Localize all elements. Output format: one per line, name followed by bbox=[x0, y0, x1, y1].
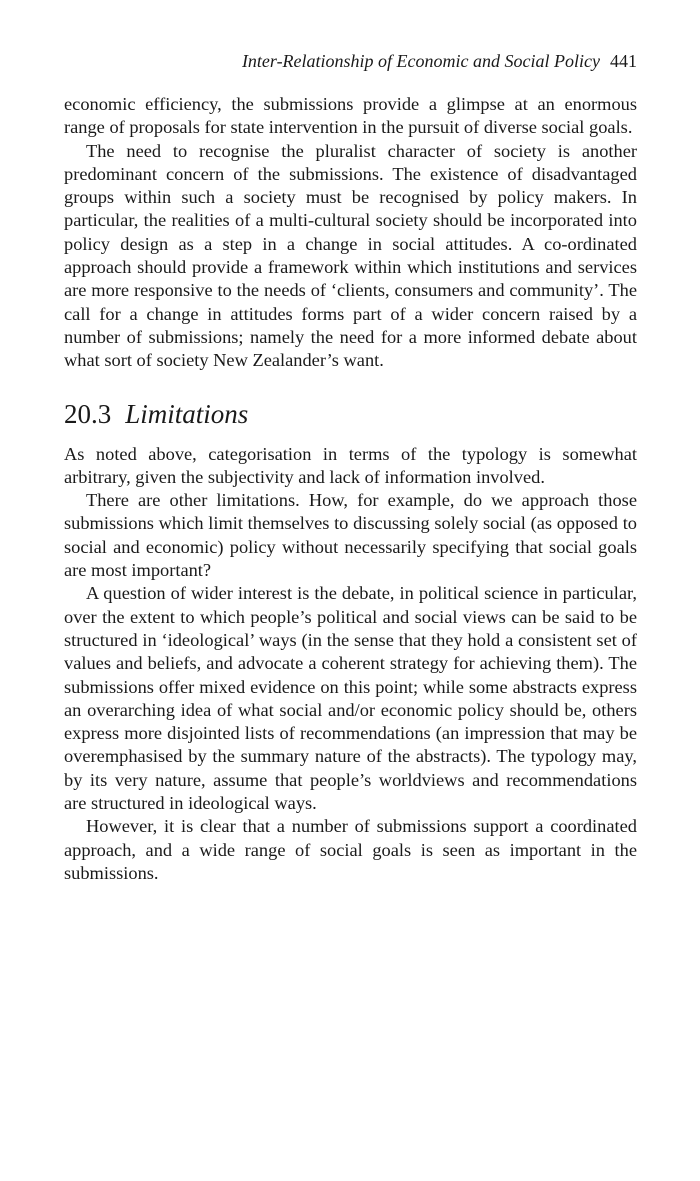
section-title: Limitations bbox=[125, 398, 249, 429]
paragraph: However, it is clear that a number of submissions support a coordinated approach, and a wide range of social goals is seen as important in the submissions. bbox=[64, 816, 637, 883]
paragraph: As noted above, categorisation in terms of the typology is somewhat arbitrary, given the subjectivity and lack of information involved. bbox=[64, 443, 637, 487]
running-title: Inter-Relationship of Economic and Social Policy bbox=[241, 51, 600, 71]
body-text bbox=[64, 93, 637, 885]
section-heading bbox=[64, 397, 637, 431]
paragraph-continued: economic efficiency, the submissions provide a glimpse at an enormous range of proposals for state intervention in the pursuit of diverse social goals. bbox=[64, 94, 637, 138]
page-number: 441 bbox=[610, 51, 637, 71]
paragraph: A question of wider interest is the debate, in political science in particular, over the extent to which people’s political and social views can be said to be structured in ‘ideological’ ways (in the sense that they hold a consistent set of values and beliefs, and advocate a coherent strategy for achieving them). The submissions offer mixed evidence on this point; while some abstracts express an overarching idea of what social and/or economic policy should be, others express more disjointed lists of recommendations (an impression that may be overemphasised by the summary nature of the abstracts). The typology may, by its very nature, assume that people’s worldviews and recommendations are structured in ideological ways. bbox=[64, 583, 637, 814]
running-head bbox=[64, 49, 637, 73]
section-number: 20.3 bbox=[64, 398, 112, 429]
paragraph: There are other limitations. How, for example, do we approach those submissions which limit themselves to discussing solely social (as opposed to social and economic) policy without necessarily specifying that social goals are most important? bbox=[64, 490, 637, 581]
paragraph: The need to recognise the pluralist character of society is another predominant concern of the submissions. The existence of disadvantaged groups within such a society must be recognised by policy makers. In particular, the realities of a multi-cultural society should be incorporated into policy design as a step in a change in social attitudes. A co-ordinated approach should provide a framework within which institutions and services are more responsive to the needs of ‘clients, consumers and community’. The call for a change in attitudes forms part of a wider concern raised by a number of submissions; namely the need for a more informed debate about what sort of society New Zealander’s want. bbox=[64, 140, 637, 371]
